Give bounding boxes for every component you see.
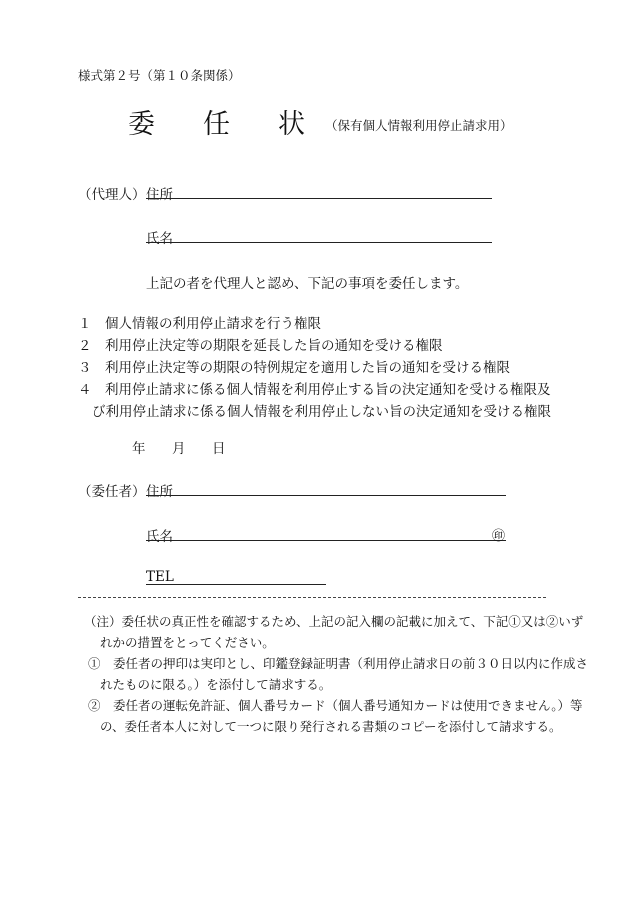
principal-role-label: （委任者） xyxy=(78,484,146,500)
dashed-divider xyxy=(78,597,546,598)
seal-mark: ㊞ xyxy=(492,529,506,544)
note-line: れたものに限る。）を添付して請求する。 xyxy=(100,677,332,692)
delegation-statement: 上記の者を代理人と認め、下記の事項を委任します。 xyxy=(146,276,469,292)
date-month-label: 月 xyxy=(172,441,186,457)
agent-address-field[interactable] xyxy=(146,198,492,199)
note-line: ② 委任者の運転免許証、個人番号カード（個人番号通知カードは使用できません。）等 xyxy=(88,698,583,713)
list-item: １ 個人情報の利用停止請求を行う権限 xyxy=(78,316,321,332)
agent-role-label: （代理人） xyxy=(78,187,146,203)
note-line: ① 委任者の押印は実印とし、印鑑登録証明書（利用停止請求日の前３０日以内に作成さ xyxy=(88,656,589,671)
note-line: れかの措置をとってください。 xyxy=(100,635,275,650)
title-char-3: 状 xyxy=(278,109,305,140)
principal-address-field[interactable] xyxy=(146,495,506,496)
principal-tel-label: TEL xyxy=(146,569,174,585)
title-char-2: 任 xyxy=(203,109,230,140)
note-line: （注）委任状の真正性を確認するため、上記の記入欄の記載に加えて、下記①又は②いず xyxy=(84,614,584,629)
note-line: の、委任者本人に対して一つに限り発行される書類のコピーを添付して請求する。 xyxy=(100,719,562,734)
principal-name-label: 氏名 xyxy=(146,529,173,545)
list-item: ４ 利用停止請求に係る個人情報を利用停止する旨の決定通知を受ける権限及 xyxy=(78,382,551,398)
form-number: 様式第２号（第１０条関係） xyxy=(78,68,241,83)
document-title xyxy=(128,102,305,141)
principal-name-field[interactable] xyxy=(146,540,506,541)
date-day-label: 日 xyxy=(212,441,226,457)
principal-address-label: 住所 xyxy=(146,484,173,500)
principal-tel-field[interactable] xyxy=(146,584,326,585)
list-item: ３ 利用停止決定等の期限の特例規定を適用した旨の通知を受ける権限 xyxy=(78,360,510,376)
date-year-label: 年 xyxy=(132,441,146,457)
agent-name-field[interactable] xyxy=(146,242,492,243)
list-item-continuation: び利用停止請求に係る個人情報を利用停止しない旨の決定通知を受ける権限 xyxy=(92,404,551,420)
agent-name-label: 氏名 xyxy=(146,231,173,247)
document-subtitle: （保有個人情報利用停止請求用） xyxy=(325,118,513,133)
title-char-1: 委 xyxy=(128,109,155,140)
agent-address-label: 住所 xyxy=(146,187,173,203)
list-item: ２ 利用停止決定等の期限を延長した旨の通知を受ける権限 xyxy=(78,338,443,354)
